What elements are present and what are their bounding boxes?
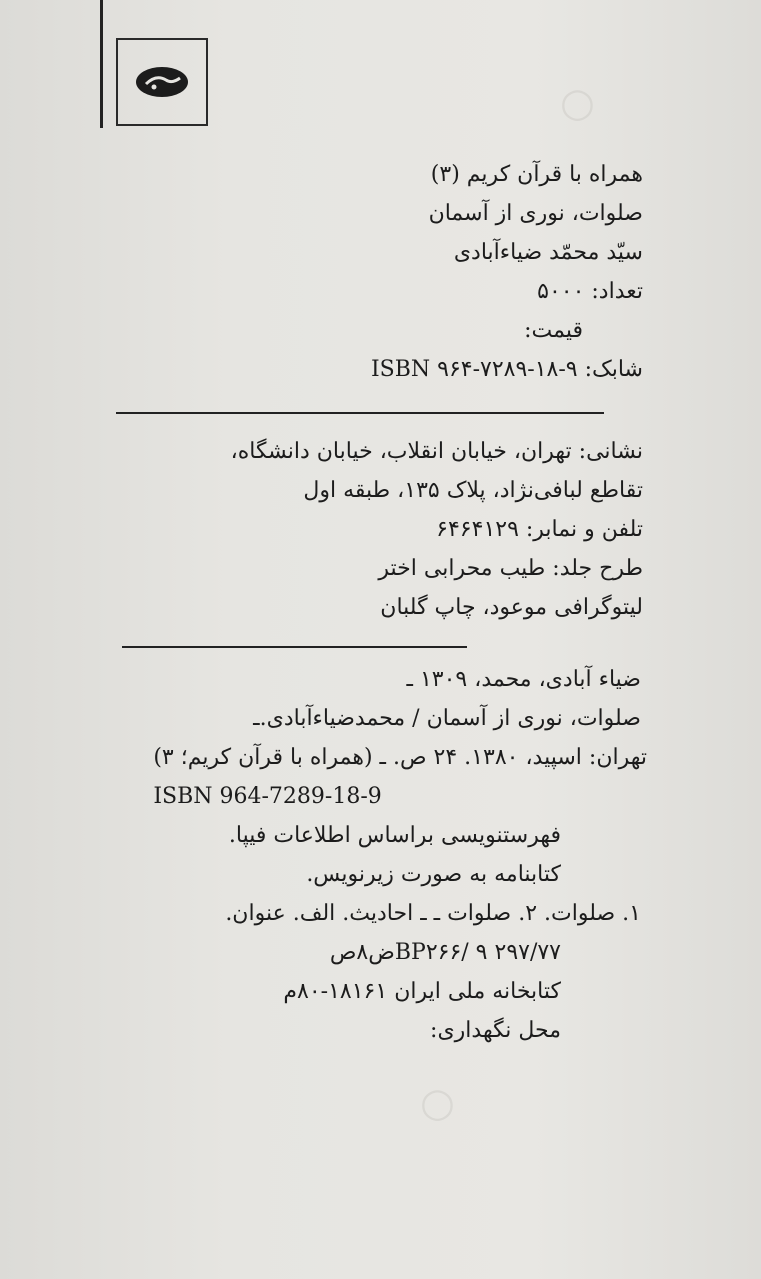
print-run-label: تعداد:	[591, 279, 643, 304]
phone-fax: تلفن و نمابر: ۶۴۶۴۱۲۹	[436, 517, 643, 542]
cataloging-block	[153, 660, 647, 1050]
catalog-isbn: ISBN 964-7289-18-9	[153, 784, 382, 809]
ghost-bleed-through: ○	[420, 1080, 455, 1126]
classification: ۲۹۷/۷۷ BP۲۶۶/ ۹ض۸ص	[329, 940, 561, 965]
divider-rule-2	[122, 646, 467, 648]
colophon-block	[371, 155, 643, 389]
main-entry: ضیاء آبادی، محمد، ۱۳۰۹ ـ	[406, 667, 641, 692]
print-run	[371, 272, 643, 311]
divider-rule-1	[116, 412, 604, 414]
publisher-logo-icon	[132, 62, 192, 102]
subjects: ۱. صلوات. ۲. صلوات ـ ـ احادیث. الف. عنوان.	[225, 901, 641, 926]
address-line-1: نشانی: تهران، خیابان انقلاب، خیابان دانشگاه،	[230, 439, 643, 464]
book-title: صلوات، نوری از آسمان	[428, 201, 643, 226]
isbn-label: شابک:	[584, 357, 643, 382]
cover-design: طرح جلد: طیب محرابی اختر	[378, 556, 643, 581]
isbn-line	[371, 350, 643, 389]
note-fipa: فهرستنویسی براساس اطلاعات فیپا.	[228, 823, 561, 848]
price-label: قیمت:	[524, 318, 583, 343]
publisher-block	[231, 432, 643, 627]
storage-location: محل نگهداری:	[430, 1018, 561, 1043]
print-run-value: ۵۰۰۰	[537, 279, 585, 304]
title-statement: صلوات، نوری از آسمان / محمدضیاءآبادی.ـ	[253, 706, 641, 731]
publisher-logo-box	[116, 38, 208, 126]
imprint: تهران: اسپید، ۱۳۸۰. ۲۴ ص. ـ (همراه با قرآن کریم؛ ۳)	[153, 745, 647, 770]
address-line-2: تقاطع لبافی‌نژاد، پلاک ۱۳۵، طبقه اول	[303, 478, 643, 503]
author-name: سیّد محمّد ضیاءآبادی	[453, 240, 643, 265]
isbn-value: ISBN ۹۶۴-۷۲۸۹-۱۸-۹	[370, 357, 578, 382]
national-library-number: کتابخانه ملی ایران ۱۸۱۶۱-۸۰م	[283, 979, 561, 1004]
header-vertical-rule	[100, 0, 103, 128]
ghost-bleed-through-2: ○	[560, 80, 595, 126]
price	[371, 311, 643, 350]
series-title: همراه با قرآن کریم (۳)	[430, 162, 643, 187]
lithography: لیتوگرافی موعود، چاپ گلبان	[380, 595, 643, 620]
note-bibliography: کتابنامه به صورت زیرنویس.	[306, 862, 561, 887]
